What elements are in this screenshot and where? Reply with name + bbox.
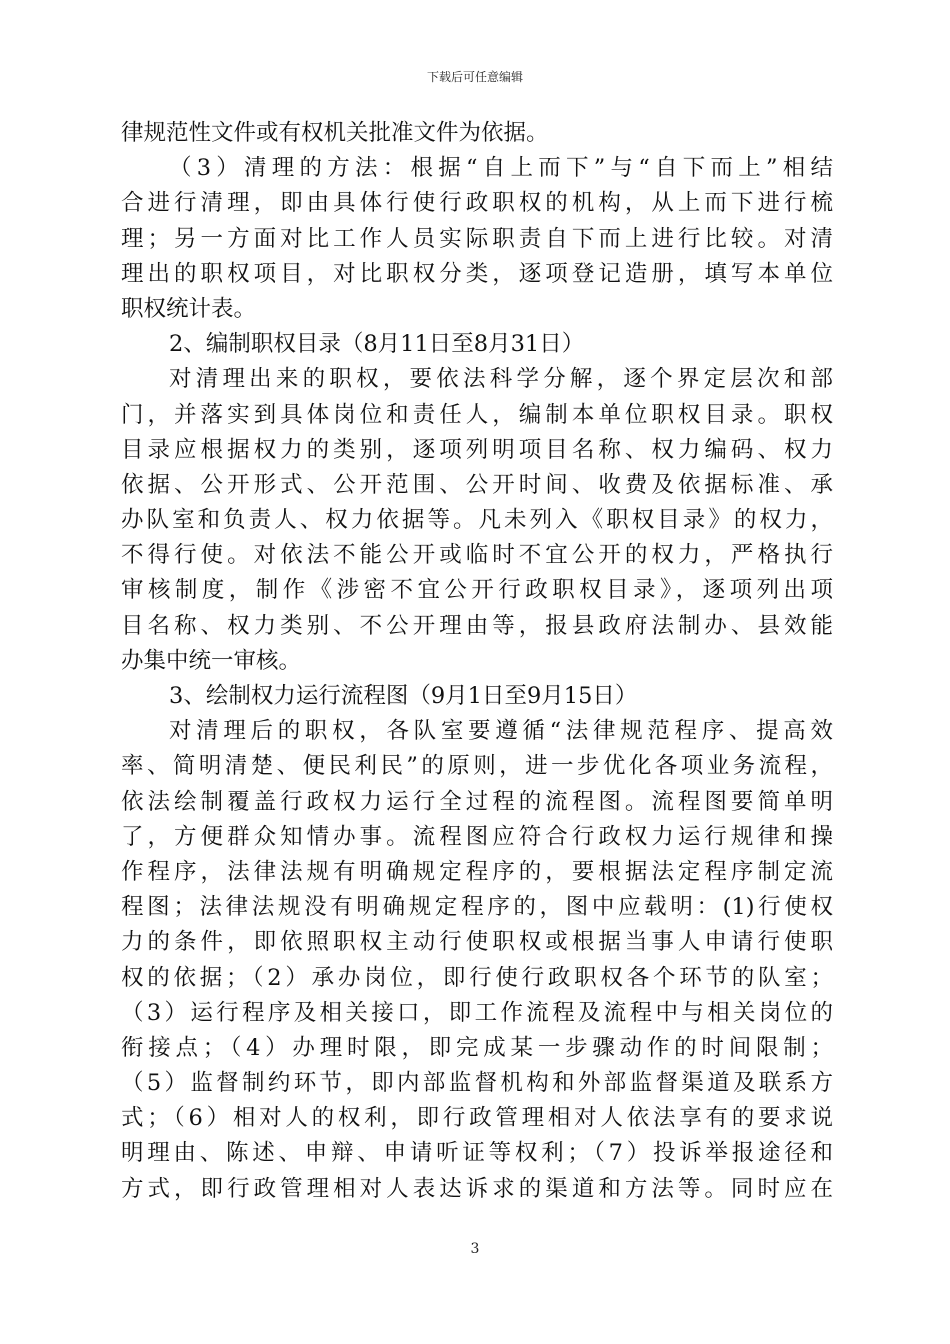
text-line: 了，方便群众知情办事。流程图应符合行政权力运行规律和操: [121, 823, 833, 850]
text-line: 明理由、陈述、申辩、申请听证等权利；（7）投诉举报途径和: [121, 1140, 833, 1167]
text-line: （3）清理的方法：根据“自上而下”与“自下而上”相结: [169, 155, 833, 182]
text-line: 率、简明清楚、便民利民”的原则，进一步优化各项业务流程，: [121, 753, 833, 780]
text-line: 对清理出来的职权，要依法科学分解，逐个界定层次和部: [169, 366, 833, 393]
text-line: 程图；法律法规没有明确规定程序的，图中应载明：(1)行使权: [121, 894, 833, 921]
text-line: 权的依据；（2）承办岗位，即行使行政职权各个环节的队室；: [121, 964, 833, 991]
text-line: 理出的职权项目，对比职权分类，逐项登记造册，填写本单位: [121, 260, 833, 287]
text-line: 办队室和负责人、权力依据等。凡未列入《职权目录》的权力，: [121, 507, 833, 534]
text-line: （3）运行程序及相关接口，即工作流程及流程中与相关岗位的: [121, 999, 833, 1026]
text-line: 衔接点；（4）办理时限，即完成某一步骤动作的时间限制；: [121, 1034, 833, 1061]
text-line: 合进行清理，即由具体行使行政职权的机构，从上而下进行梳: [121, 190, 833, 217]
text-line: 2、编制职权目录（8月11日至8月31日）: [169, 331, 585, 358]
document-body: [121, 116, 833, 1207]
text-line: 对清理后的职权，各队室要遵循“法律规范程序、提高效: [169, 718, 833, 745]
text-line: 办集中统一审核。: [121, 647, 302, 674]
page-header: 下载后可任意编辑: [426, 70, 523, 84]
text-line: 职权统计表。: [121, 295, 257, 322]
text-line: 目名称、权力类别、不公开理由等，报县政府法制办、县效能: [121, 612, 833, 639]
text-line: 方式，即行政管理相对人表达诉求的渠道和方法等。同时应在: [121, 1175, 833, 1202]
text-line: 式；（6）相对人的权利，即行政管理相对人依法享有的要求说: [121, 1105, 833, 1132]
text-line: 力的条件，即依照职权主动行使职权或根据当事人申请行使职: [121, 929, 833, 956]
text-line: 作程序，法律法规有明确规定程序的，要根据法定程序制定流: [121, 858, 833, 885]
text-line: 律规范性文件或有权机关批准文件为依据。: [121, 120, 549, 146]
text-line: 门，并落实到具体岗位和责任人，编制本单位职权目录。职权: [121, 401, 833, 428]
text-line: 审核制度，制作《涉密不宜公开行政职权目录》，逐项列出项: [121, 577, 833, 604]
text-line: 目录应根据权力的类别，逐项列明项目名称、权力编码、权力: [121, 436, 833, 463]
text-line: （5）监督制约环节，即内部监督机构和外部监督渠道及联系方: [121, 1070, 833, 1097]
text-line: 依法绘制覆盖行政权力运行全过程的流程图。流程图要简单明: [121, 788, 833, 815]
text-line: 理；另一方面对比工作人员实际职责自下而上进行比较。对清: [121, 225, 833, 252]
text-line: 3、绘制权力运行流程图（9月1日至9月15日）: [169, 683, 638, 709]
text-line: 不得行使。对依法不能公开或临时不宜公开的权力，严格执行: [121, 542, 833, 569]
text-line: 依据、公开形式、公开范围、公开时间、收费及依据标准、承: [121, 471, 833, 498]
page-number: 3: [470, 1241, 480, 1257]
